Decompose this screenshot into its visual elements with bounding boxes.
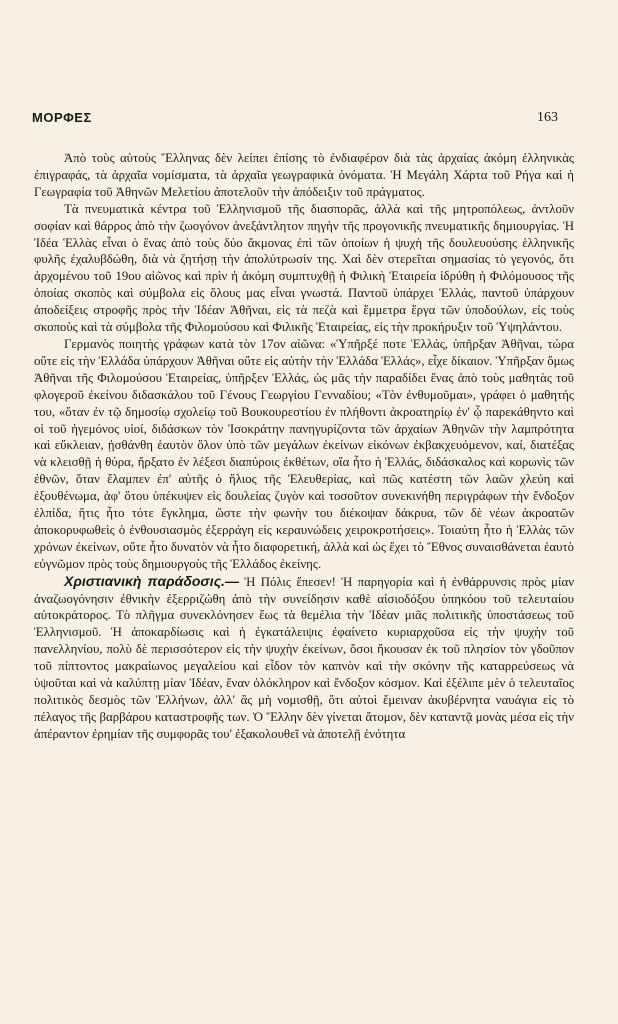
- page-number: 163: [537, 110, 558, 125]
- body-text: [34, 150, 574, 743]
- paragraph-4: [34, 573, 574, 743]
- running-title: ΜΟΡΦΕΣ: [32, 110, 92, 125]
- section-title: Χριστιανικὴ παράδοσις.—: [64, 572, 239, 589]
- paragraph-2: Τὰ πνευματικὰ κέντρα τοῦ Ἑλληνισμοῦ τῆς διασπορᾶς, ἀλλὰ καὶ τῆς μητροπόλεως, ἀντλοῦν σοφίαν καὶ θάρρος ἀπὸ τὴν ζωογόνον ἀνεξάντλητον πηγὴν τῆς προγονικῆς πνευματικῆς δημιουργίας. Ἡ Ἰδέα Ἑλλὰς εἶναι ὁ ἕνας ἀπὸ τοὺς δύο ἄκμονας ἐπὶ τῶν ὁποίων ἡ ψυχὴ τῆς δουλευούσης ἑλληνικῆς φυλῆς ἐχαλυβδώθη, διὰ νὰ ζητήσῃ τὴν ἀπολύτρωσίν της. Χαὶ δὲν στερεῖται σημασίας τὸ γεγονός, ὅτι ἀρχομένου τοῦ 19ου αἰῶνος καὶ πρὶν ἡ ἀκόμη συμπτυχθῇ ἡ Φιλικὴ Ἑταιρεία ἱδρύθη ἡ Φιλόμουσος τῆς ὁποίας σκοπὸς καὶ σύμβολα εἰς ὅλους μας εἶναι γνωστά. Παντοῦ ὑπάρχει Ἑλλάς, παντοῦ ὑπάρχουν ἀποδείξεις στροφῆς πρὸς τὴν Ἰδέαν Ἀθῆναι, εἰς τὰ πεζὰ καὶ ἔμμετρα ἔργα τῶν ὑποδούλων, εἰς τοὺς σκοποὺς καὶ τὰ σύμβολα τῆς Φιλομούσου καὶ Φιλικῆς Ἑταιρείας, εἰς τὴν προκήρυξιν τοῦ Ὑψηλάντου.: [34, 201, 574, 335]
- page-header: [32, 110, 558, 130]
- paragraph-4-text: Ἡ Πόλις ἔπεσεν! Ἡ παρηγορία καὶ ἡ ἐνθάρρυνσις πρὸς μίαν ἀναζωογόνησιν ἐθνικὴν ἐξερριζώθη ἀπὸ τὴν συνείδησιν καθὲ αἰσιοδόξου ὑπηκόου τοῦ τελευταίου αὐτοκράτορος. Τὸ πλῆγμα συνεκλόνησεν ἕως τὰ θεμέλια τὴν Ἰδέαν μιᾶς πολιτικῆς ὑποστάσεως τοῦ Ἑλληνισμοῦ. Ἡ ἀποκαρδίωσις καὶ ἡ ἐγκατάλειψις ἐφαίνετο κυριαρχοῦσα εἰς τὴν ψυχὴν τοῦ πανελληνίου, πολὺ δὲ περισσότερον εἰς τὴν ψυχὴν ἐκείνων, ὅσοι ἤκουσαν ἐκ τοῦ πλησίον τὸν γδοῦπον τοῦ πίπτοντος μακραίωνος μεγαλείου καὶ εἶδον τὸν καπνὸν καὶ τὴν σκόνην τῆς καταρρεύσεως νὰ ὑψοῦται καὶ νὰ καλύπτῃ μίαν Ἰδέαν, ἕναν ὁλόκληρον καὶ ἔνδοξον κόσμον. Καὶ ἐξέλιπε μὲν ὁ τελευταῖος πολιτικὸς δεσμὸς τῶν Ἑλλήνων, ἀλλ' ἂς μὴ νομισθῇ, ὅτι αὐτοὶ ἔμειναν ἀκυβέρνητα ναυάγια εἰς τὸ πέλαγος τῆς βαρβάρου καταστροφῆς των. Ὁ Ἕλλην δὲν γίνεται ἄτομον, δὲν καταντᾷ μονὰς μέσα εἰς τὴν ἀπέραντον ἐρημίαν τῆς συμφορᾶς του' ἐξακολουθεῖ νὰ ἀποτελῇ ἑνότητα: [34, 574, 574, 741]
- paragraph-1: Ἀπὸ τοὺς αὐτοὺς Ἕλληνας δὲν λείπει ἐπίσης τὸ ἐνδιαφέρον διὰ τὰς ἀρχαίας ἀκόμη ἑλληνικὰς ἐπιγραφάς, τὰ ἀρχαῖα νομίσματα, τὰ ἀρχαῖα γεωγραφικὰ ὀνόματα. Ἡ Μεγάλη Χάρτα τοῦ Ρήγα καὶ ἡ Γεωγραφία τοῦ Ἀθηνῶν Μελετίου ἀποτελοῦν τὴν ἀπόδειξιν τοῦ πράγματος.: [34, 151, 574, 199]
- paragraph-3: Γερμανὸς ποιητὴς γράφων κατὰ τὸν 17ον αἰῶνα: «Ὑπῆρξέ ποτε Ἑλλάς, ὑπῆρξαν Ἀθῆναι, τώρα οὔτε εἰς τὴν Ἑλλάδα ὑπάρχουν Ἀθῆναι οὔτε εἰς αὐτὴν τὴν Ἑλλάδα Ἑλλάς», εἶχε δίκαιον. Ὑπῆρξαν ὅμως Ἀθῆναι τῆς Φιλομούσου Ἑταιρείας, ὑπῆρξεν Ἑλλάς, ὡς μᾶς τὴν παραδίδει ἕνας ἀπὸ τοὺς μαθητὰς τοῦ φλογεροῦ ἐκείνου διδασκάλου τοῦ Γένους Γεωργίου Γενναδίου; «Τὸν ἐνθυμοῦμαι», γράφει ὁ μαθητής του, «ὅταν ἐν τῷ δημοσίῳ σχολείῳ τοῦ Βουκουρεστίου ἐν πλήθοντι ἀκροατηρίῳ ἐν' ᾧ παρεκάθηντο καὶ οἱ τοῦ ἡγεμόνος υἱοί, διδάσκων τὸν Ἰσοκράτην πανηγυρίζοντα τῶν ἀρχαίων Ἀθηνῶν τὴν λαμπρότητα καὶ εὔκλειαν, ᾐσθάνθη ἑαυτὸν ὅλον ὑπὸ τῶν μεγάλων ἐκείνων εἰκόνων ἐκβακχευόμενον, καί, διατέξας νὰ κλεισθῇ ἡ θύρα, ἤρξατο ἐν λέξεσι διαπύροις ἐκθέτων, οἵα ἦτο ἡ Ἑλλάς, διδάσκαλος καὶ κορωνὶς τῶν ἐθνῶν, ὅταν ἔλαμπεν ἐπ' αὐτῆς ὁ ἥλιος τῆς Ἐλευθερίας, καὶ πῶς κατέστη τῶν λαῶν χλεύη καὶ ἐξουθένωμα, ἀφ' ὅτου ὑπέκυψεν εἰς δουλείας ζυγὸν καὶ τοσοῦτον συνεκινήθη περιγράφων τὴν ἔνδοξον ἐλπίδα, ἥτις ἦτο τότε ἔγκλημα, ὥστε τὴν φωνὴν του διέκοψαν δάκρυα, τῶν δὲ νέων ἀκροατῶν ἀποκορυφωθεὶς ὁ ἐνθουσιασμὸς ἐξερράγη εἰς κεραυνώδεις χειροκροτήσεις». Τοιαύτη ἦτο ἡ Ἑλλὰς τῶν χρόνων ἐκείνων, οὔτε ἦτο δυνατὸν νὰ ἦτο διαφορετική, ἀλλὰ καὶ ὡς ἔχει τὸ Ἔθνος συναισθάνεται ἑαυτὸ εὐγνῶμον πρὸς τοὺς δημιουργοὺς τῆς Ἑλλάδος ἐκείνης.: [34, 336, 574, 571]
